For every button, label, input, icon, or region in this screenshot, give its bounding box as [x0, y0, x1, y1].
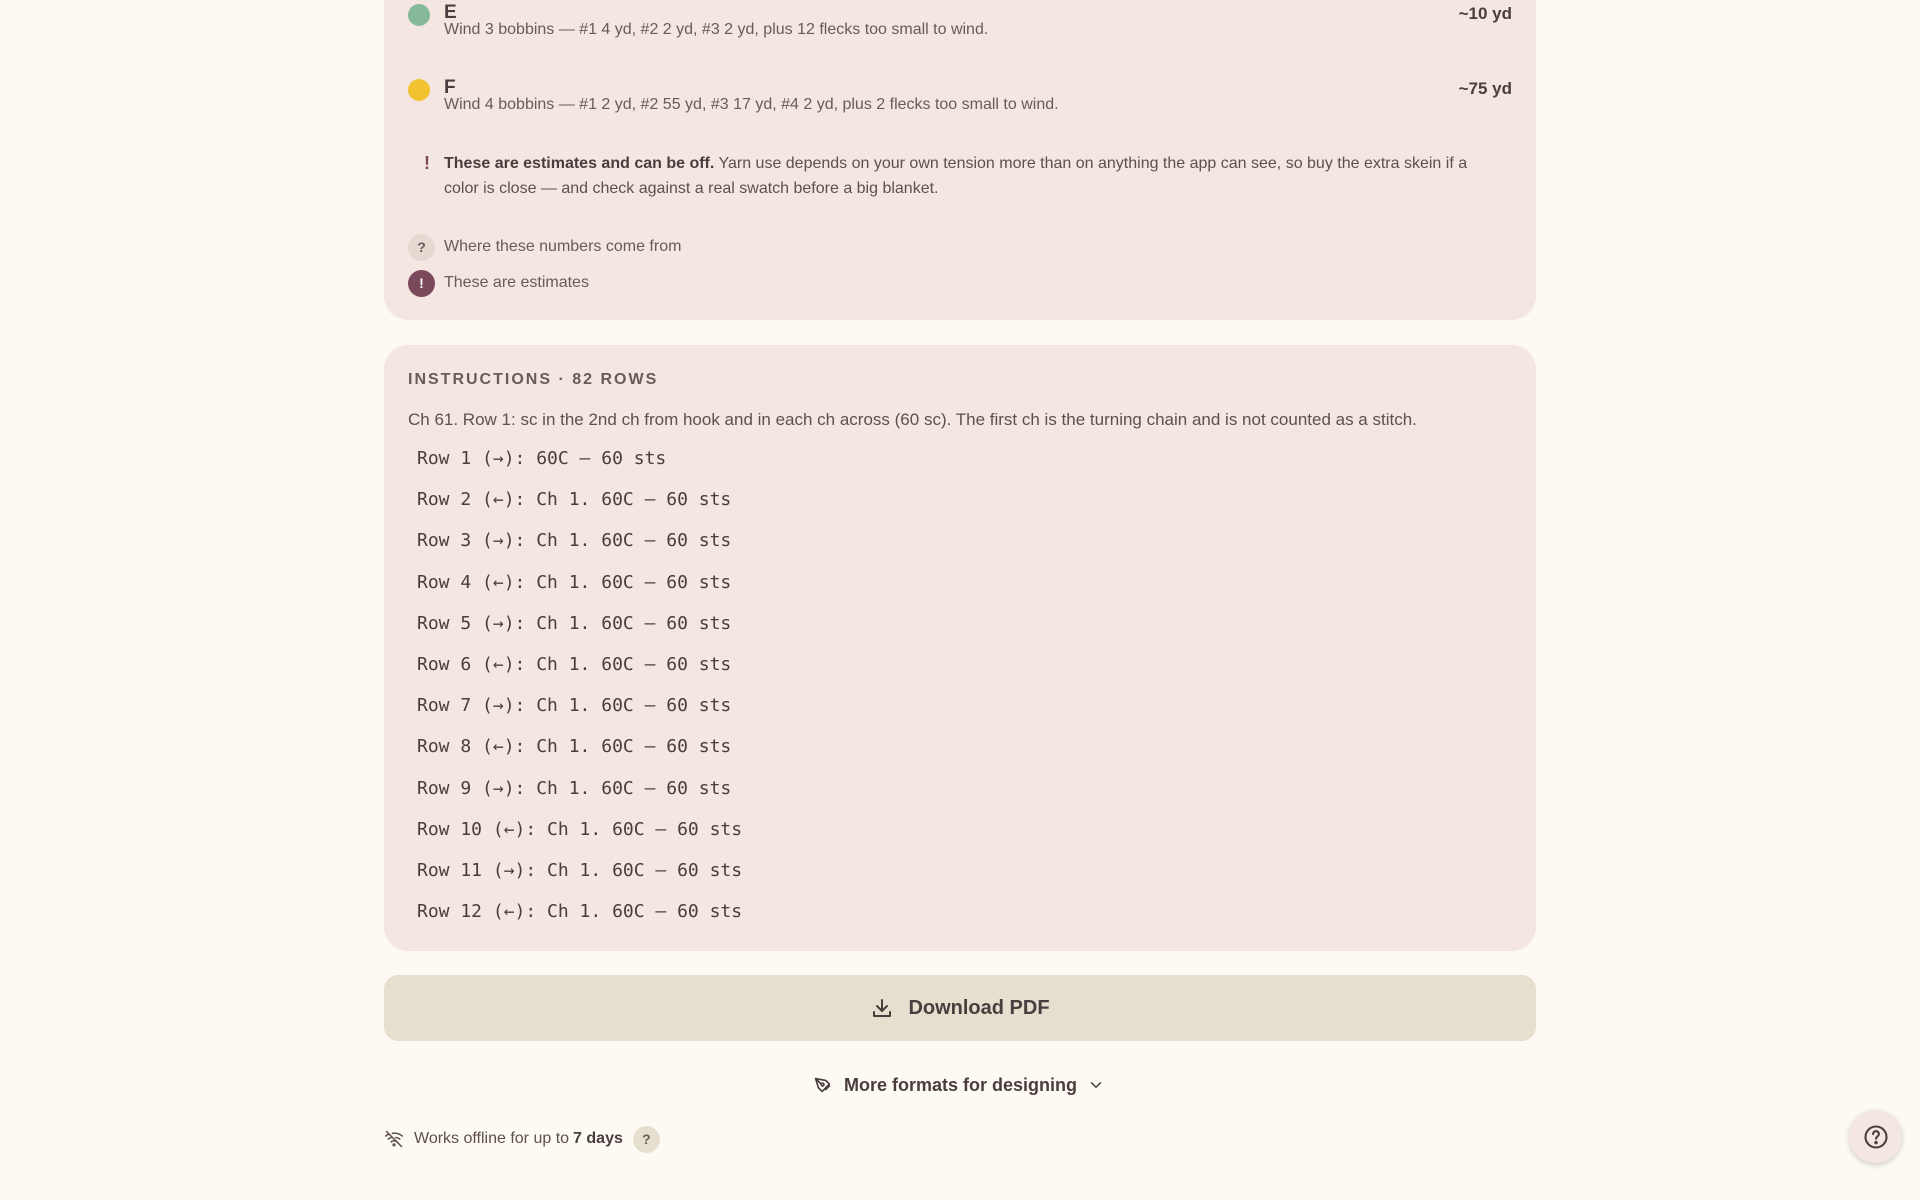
download-icon: [870, 996, 894, 1020]
download-pdf-label: Download PDF: [908, 996, 1050, 1019]
row-instruction: Row 10 (←): Ch 1. 60C — 60 sts: [417, 818, 743, 840]
row-instruction: Row 11 (→): Ch 1. 60C — 60 sts: [417, 859, 743, 881]
instructions-intro: Ch 61. Row 1: sc in the 2nd ch from hook and in each ch across (60 sc). The first ch is the turning chain and is not counted as a stitch.: [408, 410, 1417, 429]
wifi-off-icon: [384, 1129, 404, 1149]
help-button[interactable]: [1849, 1110, 1902, 1163]
row-instruction: Row 3 (→): Ch 1. 60C — 60 sts: [417, 530, 732, 552]
color-swatch-f: [408, 79, 430, 101]
row-instruction: Row 2 (←): Ch 1. 60C — 60 sts: [417, 489, 732, 511]
row-instruction: Row 4 (←): Ch 1. 60C — 60 sts: [417, 571, 732, 593]
exclamation-icon: !: [408, 270, 435, 297]
row-instruction: Row 7 (→): Ch 1. 60C — 60 sts: [417, 695, 732, 717]
offline-help-button[interactable]: ?: [633, 1126, 660, 1153]
color-description: Wind 3 bobbins — #1 4 yd, #2 2 yd, #3 2 yd, plus 12 flecks too small to wind.: [444, 21, 989, 38]
instructions-card: [384, 345, 1536, 951]
warning-text: [444, 151, 1486, 201]
color-amount: ~10 yd: [1458, 4, 1512, 23]
help-icon: [1862, 1123, 1890, 1151]
row-instruction: Row 9 (→): Ch 1. 60C — 60 sts: [417, 777, 732, 799]
row-instruction: Row 1 (→): 60C — 60 sts: [417, 448, 667, 469]
row-instruction: Row 8 (←): Ch 1. 60C — 60 sts: [417, 736, 732, 758]
row-instruction: Row 5 (→): Ch 1. 60C — 60 sts: [417, 612, 732, 634]
offline-status: [384, 1124, 660, 1154]
warning-bold: These are estimates and can be off.: [444, 155, 715, 172]
color-name: F: [444, 77, 456, 98]
numbers-source-label: Where these numbers come from: [444, 238, 682, 255]
estimate-warning: [408, 151, 1486, 211]
chevron-down-icon: [1087, 1076, 1105, 1094]
yarn-colors-card: [384, 0, 1536, 320]
color-name: E: [444, 2, 457, 23]
download-pdf-button[interactable]: [384, 975, 1536, 1041]
color-description: Wind 4 bobbins — #1 2 yd, #2 55 yd, #3 17 yd, #4 2 yd, plus 2 flecks too small to wind.: [444, 96, 1059, 113]
more-formats-label: More formats for designing: [844, 1074, 1078, 1095]
offline-days: 7 days: [573, 1130, 623, 1147]
color-amount: ~75 yd: [1458, 79, 1512, 98]
estimates-label: These are estimates: [444, 274, 589, 291]
offline-text: Works offline for up to: [414, 1130, 570, 1147]
pen-icon: [812, 1074, 834, 1096]
row-list: [417, 446, 742, 940]
row-instruction: Row 6 (←): Ch 1. 60C — 60 sts: [417, 653, 732, 675]
more-formats-toggle[interactable]: [812, 1070, 1105, 1100]
instructions-heading: INSTRUCTIONS · 82 ROWS: [408, 371, 659, 388]
warning-icon: !: [424, 153, 430, 173]
warning-body: Yarn use depends on your own tension more than on anything the app can see, so buy the extra skein if a color is close — and check against a real swatch before a big blanket.: [444, 155, 1468, 197]
question-icon: ?: [408, 234, 435, 261]
color-swatch-e: [408, 4, 430, 26]
row-instruction: Row 12 (←): Ch 1. 60C — 60 sts: [417, 901, 743, 923]
